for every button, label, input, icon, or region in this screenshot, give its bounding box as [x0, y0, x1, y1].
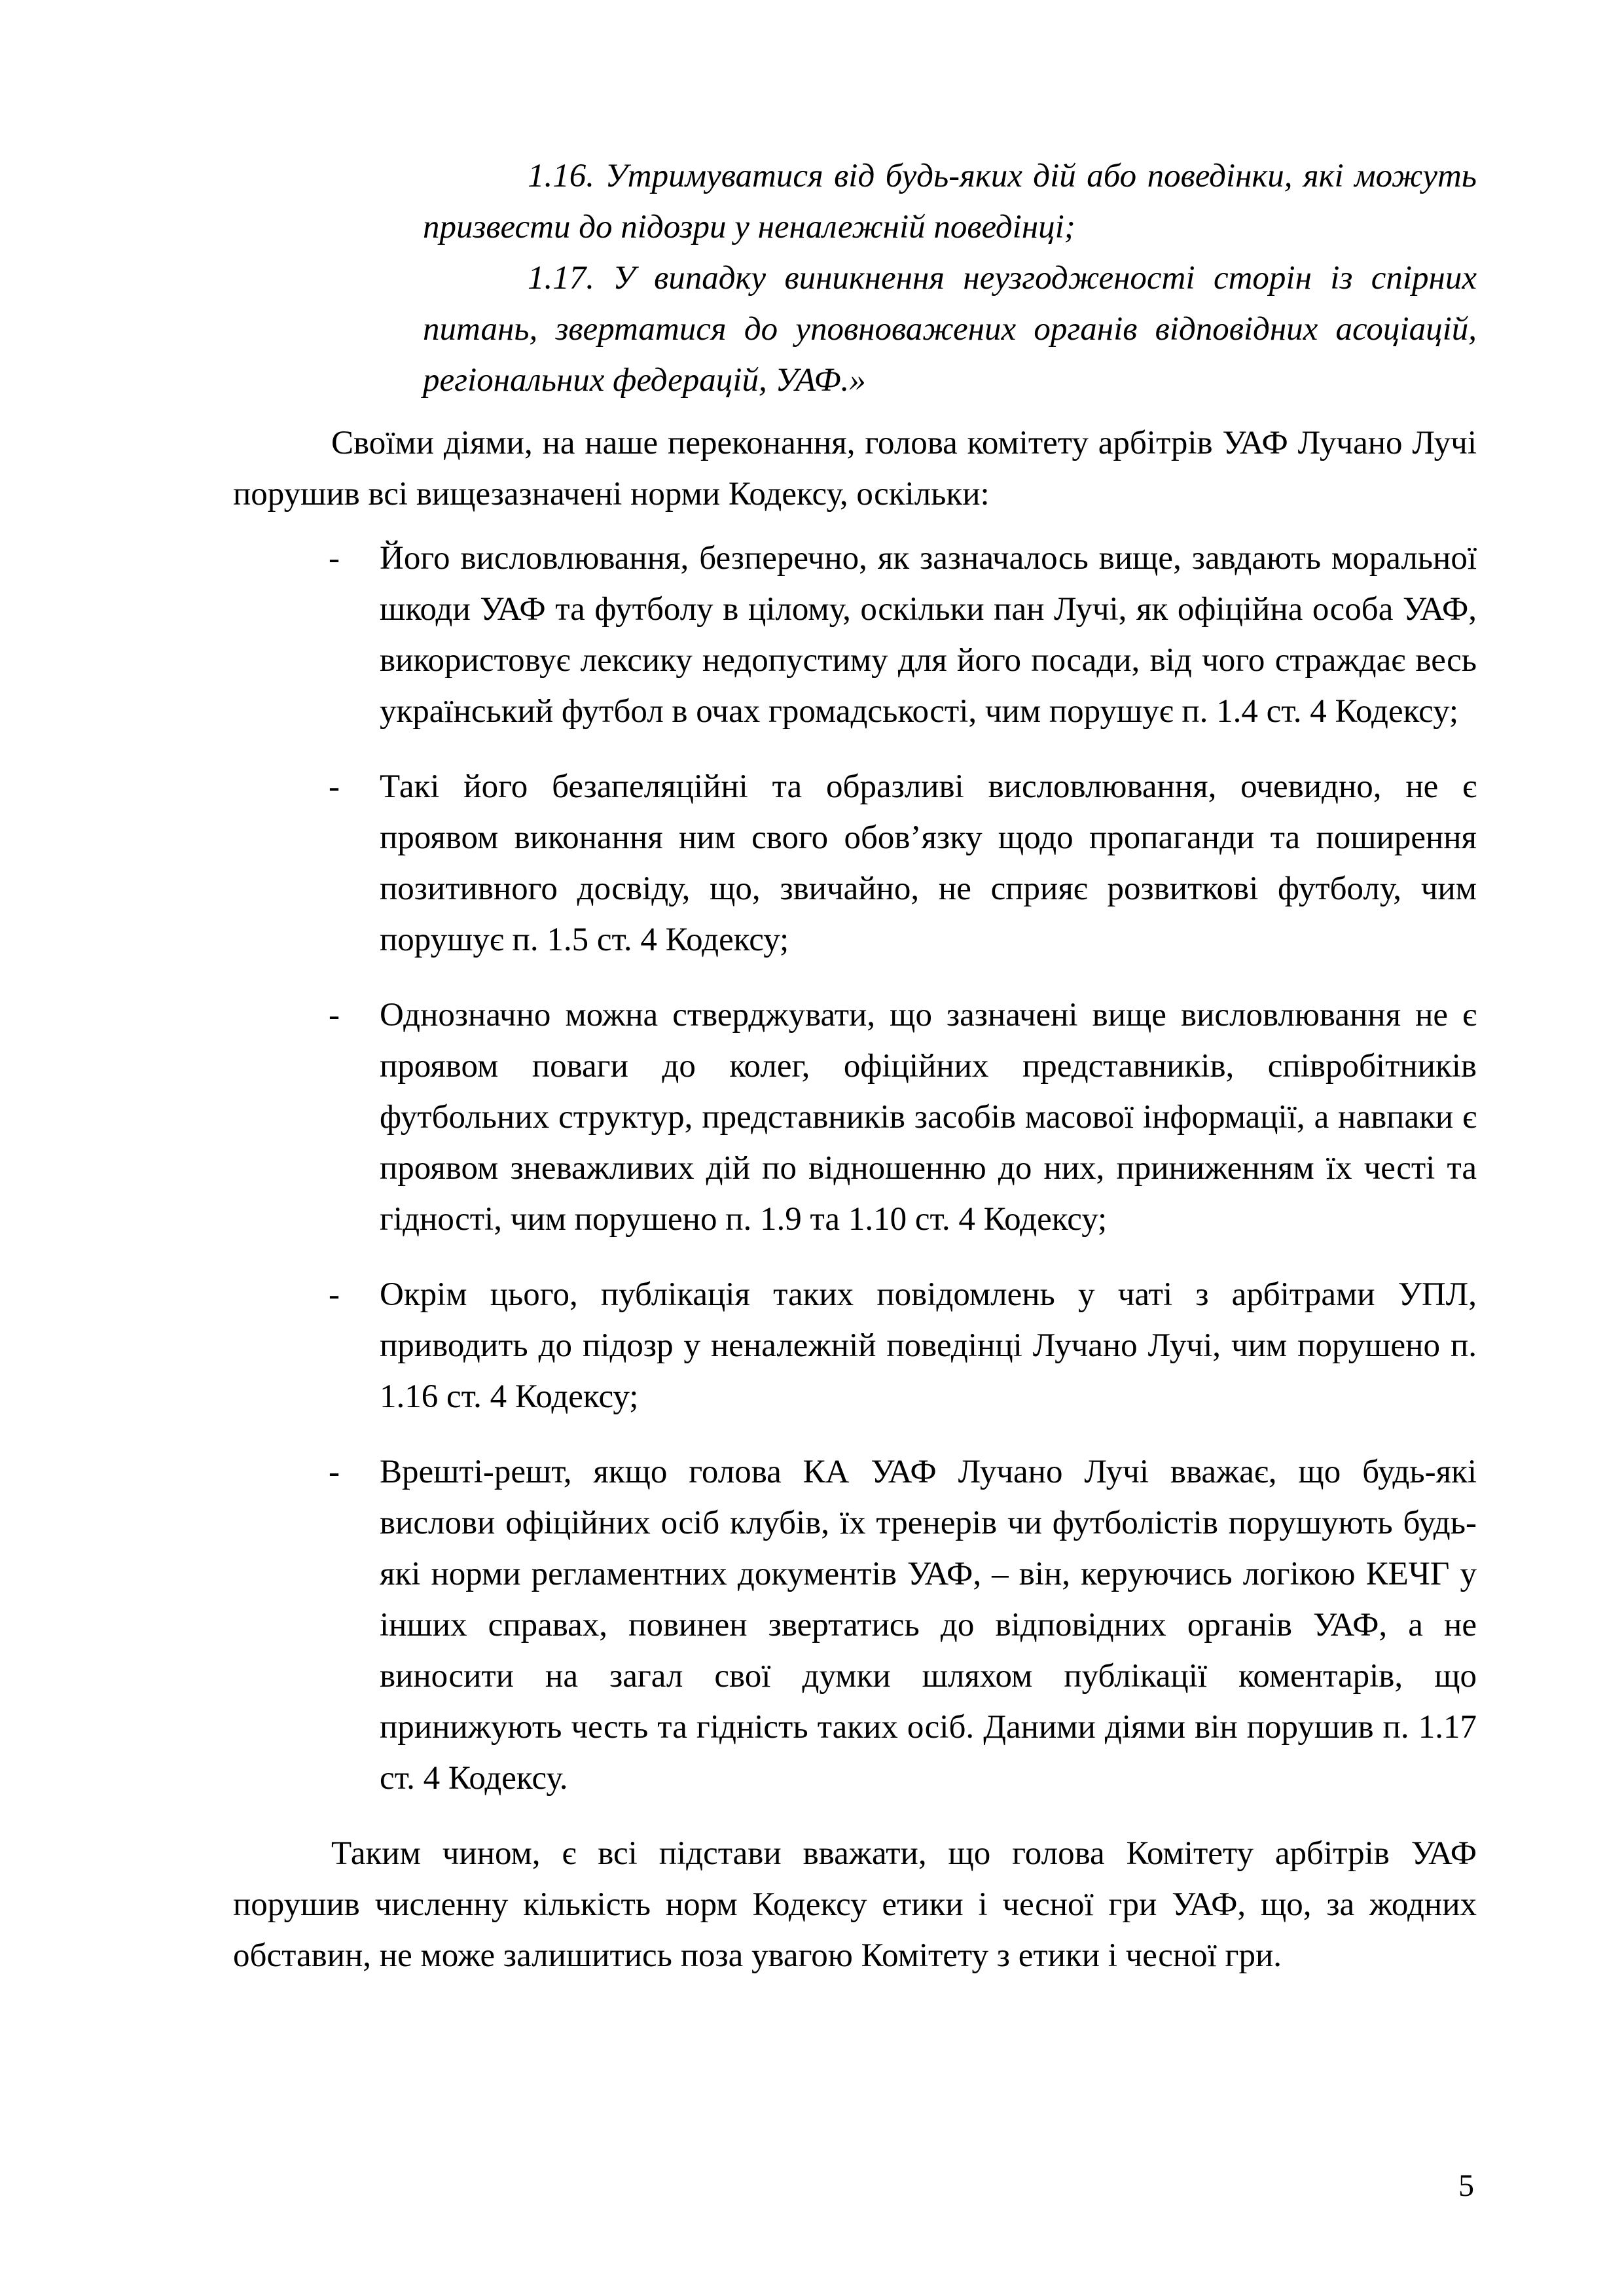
quote-item-text: У випадку виникнення неузгодженості сторін із спірних питань, звертатися до уповноважених органів відповідних асоціацій, регіональних федерацій, УАФ.» [423, 260, 1477, 399]
page-number: 5 [1458, 2168, 1474, 2203]
quote-item-number: 1.17. [528, 260, 594, 296]
bullet-dash: - [329, 997, 340, 1033]
list-item-text: Його висловлювання, безперечно, як зазначалось вище, завдають моральної шкоди УАФ та футболу в цілому, оскільки пан Лучі, як офіційна особа УАФ, використовує лексику недопустиму для його посади, від чого страждає весь український футбол в очах громадськості, чим порушує п. 1.4 ст. 4 Кодексу; [380, 540, 1477, 730]
bullet-dash: - [329, 768, 340, 805]
intro-paragraph: Своїми діями, на наше переконання, голова комітету арбітрів УАФ Лучано Лучі порушив всі вищезазначені норми Кодексу, оскільки: [233, 425, 1477, 512]
quote-item-number: 1.16. [528, 158, 594, 194]
list-item-text: Однозначно можна стверджувати, що зазначені вище висловлювання не є проявом поваги до колег, офіційних представників, співробітників футбольних структур, представників засобів масової інформації, а навпаки є проявом зневажливих дій по відношенню до них, приниженням їх честі та гідності, чим порушено п. 1.9 та 1.10 ст. 4 Кодексу; [380, 997, 1477, 1238]
list-item [233, 1269, 1477, 1422]
closing-paragraph: Таким чином, є всі підстави вважати, що голова Комітету арбітрів УАФ порушив численну кількість норм Кодексу етики і чесної гри УАФ, що, за жодних обставин, не може залишитись поза увагою Комітету з етики і чесної гри. [233, 1835, 1477, 1974]
quote-item-1-16 [423, 151, 1477, 253]
quote-item-1-17 [423, 253, 1477, 406]
list-item-text: Окрім цього, публікація таких повідомлень у чаті з арбітрами УПЛ, приводить до підозр у неналежній поведінці Лучано Лучі, чим порушено п. 1.16 ст. 4 Кодексу; [380, 1276, 1477, 1415]
quoted-code-excerpt [423, 151, 1477, 406]
document-page [233, 151, 1477, 1981]
list-item-text: Такі його безапеляційні та образливі висловлювання, очевидно, не є проявом виконання ним свого обов’язку щодо пропаганди та поширення позитивного досвіду, що, звичайно, не сприяє розвиткові футболу, чим порушує п. 1.5 ст. 4 Кодексу; [380, 768, 1477, 958]
list-item-text: Врешті-решт, якщо голова КА УАФ Лучано Лучі вважає, що будь-які вислови офіційних осіб клубів, їх тренерів чи футболістів порушують будь-які норми регламентних документів УАФ, – він, керуючись логікою КЕЧГ у інших справах, повинен звертатись до відповідних органів УАФ, а не виносити на загал свої думки шляхом публікації коментарів, що принижують честь та гідність таких осіб. Даними діями він порушив п. 1.17 ст. 4 Кодексу. [380, 1454, 1477, 1797]
bullet-dash: - [329, 1454, 340, 1490]
violations-list [233, 533, 1477, 1804]
list-item [233, 761, 1477, 965]
list-item [233, 533, 1477, 737]
bullet-dash: - [329, 540, 340, 577]
bullet-dash: - [329, 1276, 340, 1313]
list-item [233, 1446, 1477, 1804]
quote-item-text: Утримуватися від будь-яких дій або поведінки, які можуть призвести до підозри у неналежній поведінці; [423, 158, 1477, 245]
list-item [233, 990, 1477, 1245]
